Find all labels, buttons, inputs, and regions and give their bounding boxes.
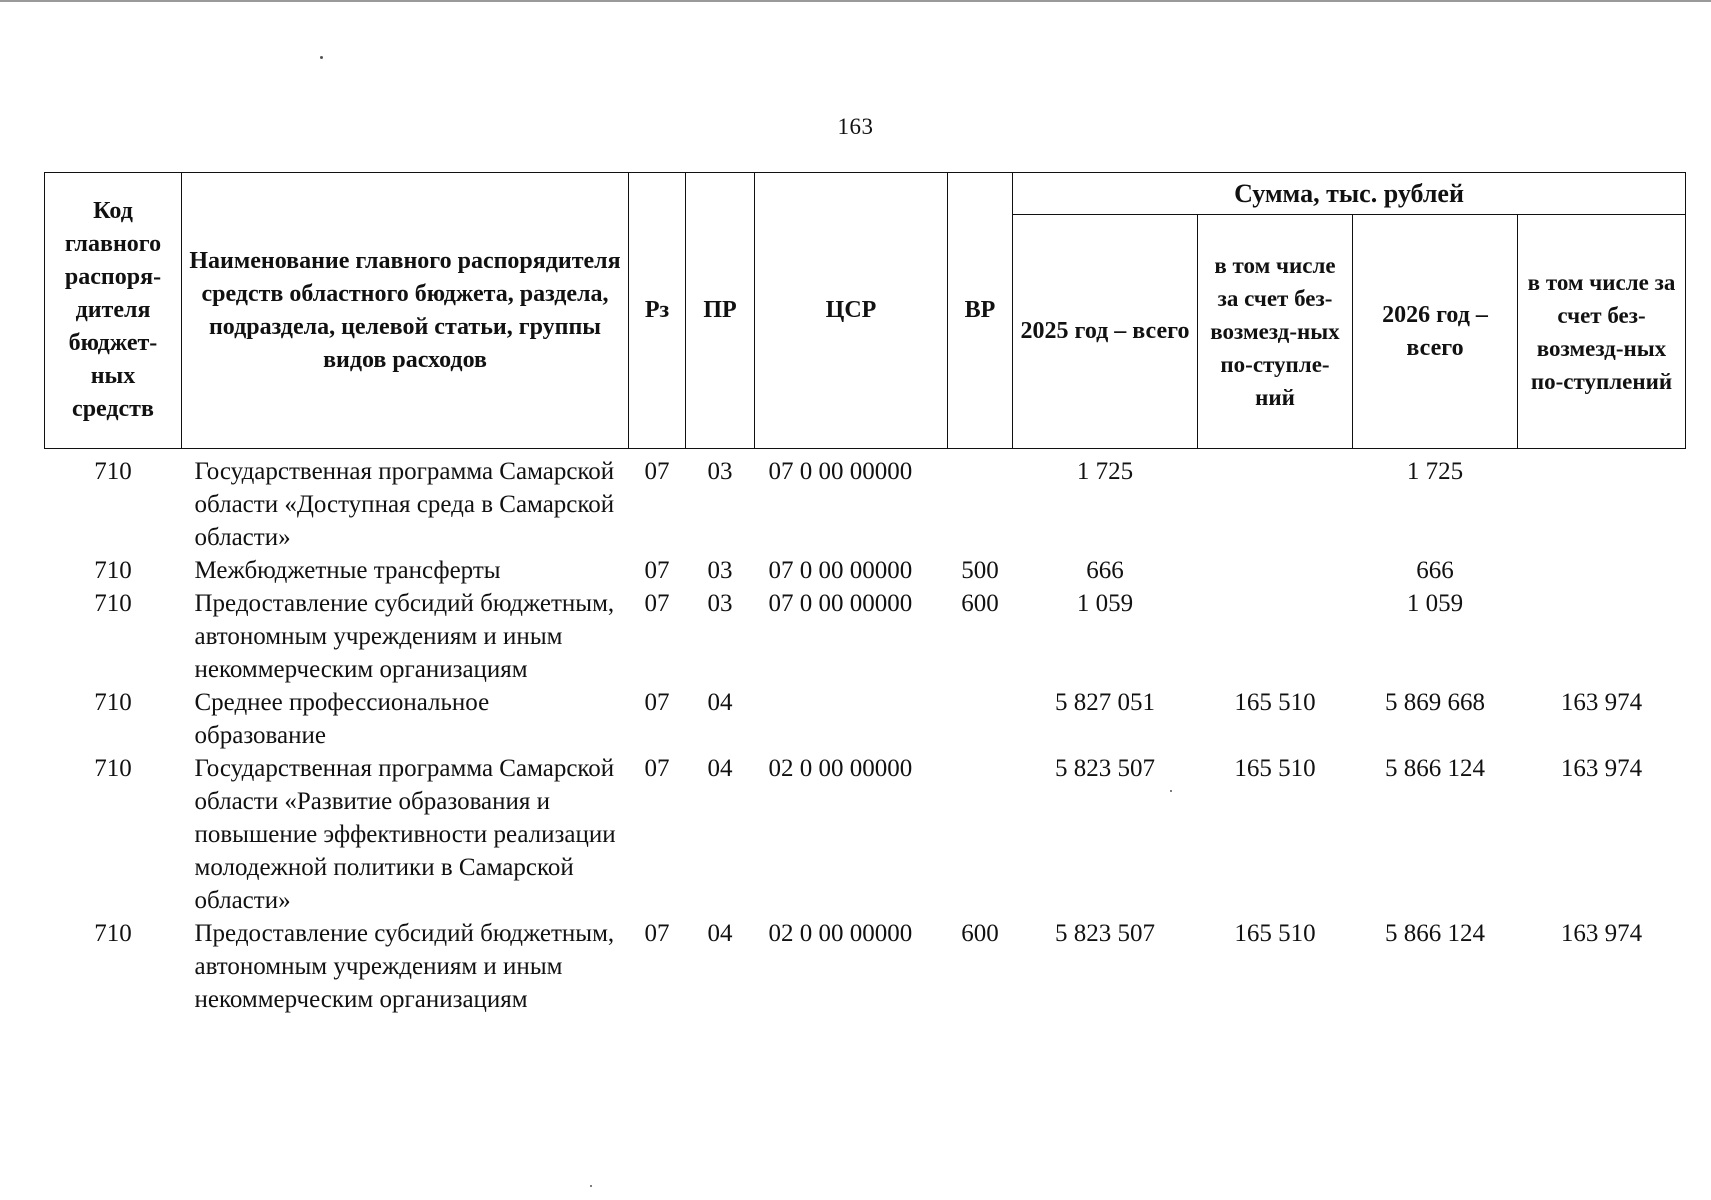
cell-pr: 03 [707, 590, 733, 617]
cell-2025-free: 165 510 [1234, 920, 1316, 947]
cell-name: Межбюджетные трансферты [194, 557, 501, 584]
header-csr: ЦСР [755, 173, 948, 449]
cell-2026-free [1518, 449, 1686, 555]
header-vr: ВР [948, 173, 1013, 449]
cell-2026-total: 5 866 124 [1385, 920, 1485, 947]
table-row [45, 752, 1686, 917]
header-rz: Рз [629, 173, 686, 449]
cell-name: Государственная программа Самарской области «Доступная среда в Самарской области» [194, 458, 615, 551]
cell-vr: 500 [961, 557, 999, 584]
cell-2025-free: 165 510 [1234, 689, 1316, 716]
cell-vr [948, 449, 1013, 555]
cell-pr: 03 [707, 557, 733, 584]
table-row [45, 554, 1686, 587]
header-2025-total: 2025 год – всего [1013, 215, 1198, 449]
cell-code: 710 [94, 755, 132, 782]
header-sum-group: Сумма, тыс. рублей [1013, 173, 1686, 215]
cell-2025-total: 5 823 507 [1055, 920, 1155, 947]
cell-pr: 03 [707, 458, 733, 485]
cell-2026-total: 5 869 668 [1385, 689, 1485, 716]
cell-vr: 600 [961, 920, 999, 947]
table-row [45, 587, 1686, 686]
cell-2026-free: 163 974 [1560, 920, 1643, 947]
cell-pr: 04 [707, 920, 733, 947]
cell-2025-total: 1 725 [1076, 458, 1134, 485]
cell-2025-free [1198, 554, 1353, 587]
table-row [45, 686, 1686, 752]
cell-2026-total: 1 059 [1406, 590, 1464, 617]
scan-speck [320, 56, 323, 59]
cell-code: 710 [94, 689, 132, 716]
cell-name: Среднее профессиональное образование [194, 689, 490, 749]
table-row [45, 917, 1686, 1016]
header-pr: ПР [686, 173, 755, 449]
cell-pr: 04 [707, 755, 733, 782]
cell-2025-total: 1 059 [1076, 590, 1134, 617]
cell-2025-free [1198, 587, 1353, 686]
cell-2025-total: 5 827 051 [1055, 689, 1155, 716]
header-2026-free: в том числе за счет без-возмезд-ных по-ступлений [1518, 215, 1686, 449]
cell-name: Государственная программа Самарской области «Развитие образования и повышение эффективности реализации молодежной политики в Самарской области» [194, 755, 616, 914]
cell-vr [948, 686, 1013, 752]
cell-csr: 02 0 00 00000 [768, 755, 913, 782]
cell-rz: 07 [644, 590, 670, 617]
cell-code: 710 [94, 458, 132, 485]
cell-name: Предоставление субсидий бюджетным, автономным учреждениям и иным некоммерческим организациям [194, 590, 615, 683]
cell-2025-free: 165 510 [1234, 755, 1316, 782]
cell-2025-total: 666 [1086, 557, 1124, 584]
budget-table [44, 172, 1686, 1016]
cell-csr: 02 0 00 00000 [768, 920, 913, 947]
cell-csr: 07 0 00 00000 [768, 458, 913, 485]
cell-csr [755, 686, 948, 752]
table-row [45, 449, 1686, 555]
cell-2026-total: 666 [1416, 557, 1454, 584]
page-number: 163 [837, 114, 874, 139]
header-code: Код главного распоря-дителя бюджет-ных средств [45, 173, 182, 449]
cell-2026-free [1518, 587, 1686, 686]
cell-code: 710 [94, 920, 132, 947]
cell-2026-free [1518, 554, 1686, 587]
cell-rz: 07 [644, 755, 670, 782]
cell-2025-free [1198, 449, 1353, 555]
cell-2026-free: 163 974 [1560, 755, 1643, 782]
scan-speck [590, 1185, 592, 1187]
cell-code: 710 [94, 557, 132, 584]
cell-csr: 07 0 00 00000 [768, 590, 913, 617]
cell-2026-total: 1 725 [1406, 458, 1464, 485]
cell-vr: 600 [961, 590, 999, 617]
cell-rz: 07 [644, 557, 670, 584]
cell-rz: 07 [644, 689, 670, 716]
cell-2026-free: 163 974 [1560, 689, 1643, 716]
cell-pr: 04 [707, 689, 733, 716]
cell-name: Предоставление субсидий бюджетным, автономным учреждениям и иным некоммерческим организациям [194, 920, 615, 1013]
cell-csr: 07 0 00 00000 [768, 557, 913, 584]
header-name: Наименование главного распорядителя средств областного бюджета, раздела, подраздела, целевой статьи, группы видов расходов [182, 173, 629, 449]
cell-rz: 07 [644, 458, 670, 485]
cell-vr [948, 752, 1013, 917]
cell-2025-total: 5 823 507 [1055, 755, 1155, 782]
cell-2026-total: 5 866 124 [1385, 755, 1485, 782]
cell-code: 710 [94, 590, 132, 617]
header-2025-free: в том числе за счет без-возмезд-ных по-ступле-ний [1198, 215, 1353, 449]
header-2026-total: 2026 год – всего [1353, 215, 1518, 449]
top-rule [0, 0, 1711, 2]
cell-rz: 07 [644, 920, 670, 947]
